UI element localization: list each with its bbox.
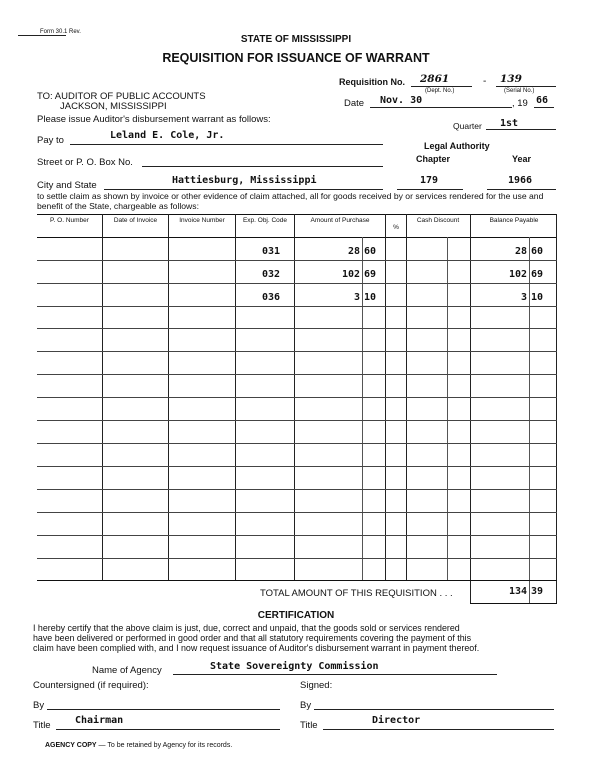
dept-no-caption: (Dept. No.) (425, 88, 455, 94)
instruction-text: Please issue Auditor's disbursement warrant as follows: (37, 114, 271, 125)
row-rule (37, 397, 557, 398)
row-rule (37, 535, 557, 536)
addressee-line2: JACKSON, MISSISSIPPI (60, 101, 167, 112)
date-label: Date (344, 98, 365, 109)
left-title-value: Chairman (75, 715, 124, 726)
city-value: Hattiesburg, Mississippi (172, 175, 317, 186)
serial-no-line (496, 86, 556, 87)
dept-no-line (411, 86, 472, 87)
col-rule-8 (556, 214, 557, 603)
row1-amount-cents: 60 (364, 246, 377, 257)
right-title-label: Title (300, 720, 318, 731)
total-label: TOTAL AMOUNT OF THIS REQUISITION . . . (260, 588, 453, 599)
row2-balance-cents: 69 (531, 269, 544, 280)
date-line (370, 107, 512, 108)
legal-authority-heading: Legal Authority (424, 141, 490, 151)
chapter-value: 179 (420, 175, 439, 186)
row-rule (37, 558, 557, 559)
signed-label: Signed: (300, 680, 333, 691)
row-rule (37, 512, 557, 513)
left-title-label: Title (33, 720, 51, 731)
col-rule-cents-2 (447, 237, 448, 580)
dept-no-value: 2861 (420, 73, 450, 85)
pay-to-label: Pay to (37, 135, 64, 146)
agency-value: State Sovereignty Commission (210, 661, 379, 672)
city-label: City and State (37, 180, 97, 191)
header-pct: % (393, 224, 399, 231)
quarter-label: Quarter (453, 121, 482, 131)
right-by-label: By (300, 700, 312, 711)
certification-line1: I hereby certify that the above claim is just, due, correct and unpaid, that the goods sold or services rendered (33, 623, 460, 633)
total-bottom-rule (470, 603, 557, 604)
certification-line3: claim have been complied with, and I now request issuance of Auditor's disbursement warrant in payment thereof. (33, 643, 480, 653)
agency-line (173, 674, 497, 675)
row3-amount-cents: 10 (364, 292, 377, 303)
header-po: P. O. Number (50, 217, 89, 224)
footer-bold: AGENCY COPY (45, 742, 97, 749)
certification-line2: have been delivered or performed in good order and that all statutory requirements covering the payment of this (33, 633, 472, 643)
quarter-value: 1st (500, 118, 519, 129)
req-dash: - (483, 76, 487, 87)
year-prefix: , 19 (512, 98, 528, 109)
serial-no-caption: (Serial No.) (504, 88, 535, 94)
header-date: Date of Invoice (113, 217, 158, 224)
row2-balance-dollars: 102 (508, 269, 527, 280)
row2-amount-dollars: 102 (341, 269, 360, 280)
form-number: Form 30.1 Rev. (40, 29, 81, 35)
row-rule (37, 374, 557, 375)
row1-amount-dollars: 28 (347, 246, 360, 257)
countersigned-label: Countersigned (if required): (33, 680, 149, 691)
right-title-value: Director (372, 715, 421, 726)
chapter-line (397, 189, 463, 190)
street-label: Street or P. O. Box No. (37, 157, 133, 168)
header-balance: Balance Payable (489, 217, 539, 224)
row2-amount-cents: 69 (364, 269, 377, 280)
chapter-label: Chapter (416, 154, 451, 164)
row-rule (37, 420, 557, 421)
requisition-label: Requisition No. (339, 77, 405, 87)
year-suffix: 66 (536, 95, 549, 106)
quarter-line (486, 129, 556, 130)
col-rule-cents-1 (362, 237, 363, 580)
form-title: REQUISITION FOR ISSUANCE OF WARRANT (162, 51, 430, 65)
addressee-line1: TO: AUDITOR OF PUBLIC ACCOUNTS (37, 91, 206, 102)
row-rule (37, 443, 557, 444)
row-rule (37, 466, 557, 467)
header-cash: Cash Discount (416, 217, 460, 224)
agency-label: Name of Agency (92, 665, 162, 676)
row-rule (37, 489, 557, 490)
row2-exp-code: 032 (262, 269, 281, 280)
row-rule (37, 351, 557, 352)
certification-heading: CERTIFICATION (257, 610, 335, 621)
settle-text: to settle claim as shown by invoice or other evidence of claim attached, all for goods received by or services rendered for the use and benefit of the State, chargeable as follows: (37, 191, 544, 211)
right-by-line (314, 709, 554, 710)
pay-to-line (70, 144, 383, 145)
row-rule (37, 328, 557, 329)
legal-year-value: 1966 (508, 175, 533, 186)
table-top-rule (37, 214, 557, 215)
total-dollars: 134 (508, 586, 527, 597)
footer-rest: — To be retained by Agency for its records. (96, 742, 233, 749)
row3-balance-dollars: 3 (520, 292, 527, 303)
serial-no-value: 139 (500, 73, 522, 85)
row1-balance-cents: 60 (531, 246, 544, 257)
legal-year-line (487, 189, 556, 190)
footer-note (45, 742, 232, 749)
row-rule (37, 283, 557, 284)
total-cents: 39 (531, 586, 544, 597)
header-exp: Exp. Obj. Code (242, 217, 288, 224)
date-value: Nov. 30 (380, 95, 423, 106)
table-bottom-rule (37, 580, 557, 581)
right-title-line (323, 729, 554, 730)
left-by-label: By (33, 700, 45, 711)
left-title-line (56, 729, 280, 730)
row-rule (37, 306, 557, 307)
row1-exp-code: 031 (262, 246, 281, 257)
row3-balance-cents: 10 (531, 292, 544, 303)
row1-balance-dollars: 28 (514, 246, 527, 257)
table-header-rule (37, 237, 557, 238)
header-amount: Amount of Purchase (310, 217, 370, 224)
row-rule (37, 260, 557, 261)
pay-to-value: Leland E. Cole, Jr. (110, 130, 225, 141)
year-line (534, 107, 554, 108)
year-label: Year (512, 154, 532, 164)
state-heading: STATE OF MISSISSIPPI (240, 34, 352, 45)
city-line (104, 189, 383, 190)
header-invoice: Invoice Number (179, 217, 225, 224)
row3-amount-dollars: 3 (353, 292, 360, 303)
row3-exp-code: 036 (262, 292, 281, 303)
left-by-line (47, 709, 280, 710)
street-line (142, 166, 383, 167)
col-rule-7 (470, 214, 471, 603)
